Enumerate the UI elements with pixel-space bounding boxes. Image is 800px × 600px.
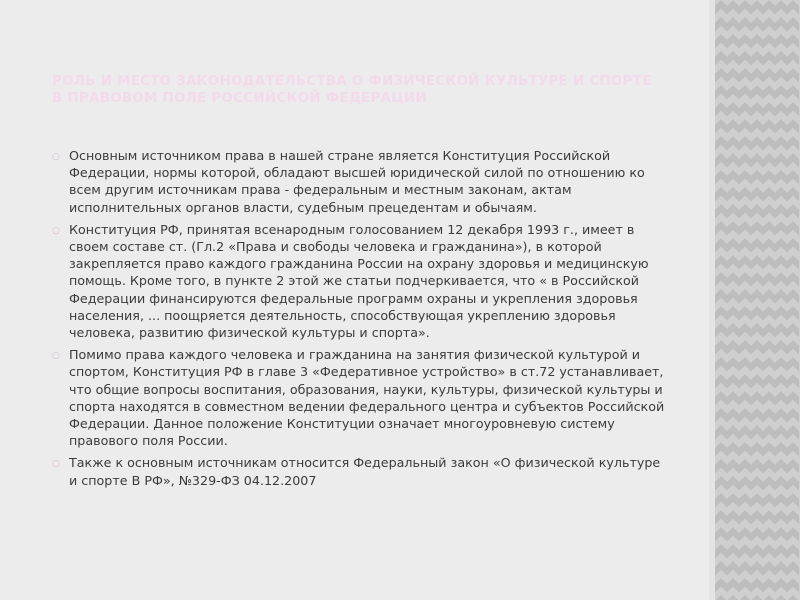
bullet-text: Конституция РФ, принятая всенародным голосованием 12 декабря 1993 г., имеет в своем составе ст. (Гл.2 «Права и свободы человека и гражданина»), в которой закрепляется право каждого гражданина России на охрану здоровья и медицинскую помощь. Кроме того, в пункте 2 этой же статьи подчеркивается, что « в Российской Федерации финансируются федеральные программ охраны и укрепления здоровья населения, ... поощряется деятельность, способствующая укреплению здоровья человека, развитию физической культуры и спорта».: [69, 221, 649, 341]
circle-bullet-icon: ○: [52, 152, 60, 162]
bullet-text: Также к основным источникам относится Федеральный закон «О физической культуре и спорте В РФ», №329-ФЗ 04.12.2007: [69, 455, 661, 488]
zigzag-pattern: [709, 0, 800, 600]
bullet-text: Основным источником права в нашей стране является Конституция Российской Федерации, нормы которой, обладают высшей юридической силой по отношению ко всем другим источникам права - федеральным и местным законам, актам исполнительных органов власти, судебным прецедентам и обычаям.: [69, 148, 645, 215]
stripe-edge: [709, 0, 715, 600]
decorative-zigzag-stripe: [709, 0, 800, 600]
circle-bullet-icon: ○: [52, 225, 60, 236]
bullet-list: [52, 147, 667, 494]
bullet-item: [52, 454, 667, 488]
bullet-item: [52, 221, 667, 341]
bullet-item: [52, 147, 667, 216]
slide-title: РОЛЬ И МЕСТО ЗАКОНОДАТЕЛЬСТВА О ФИЗИЧЕСКОЙ КУЛЬТУРЕ И СПОРТЕ В ПРАВОВОМ ПОЛЕ РОССИЙСКОЙ ФЕДЕРАЦИИ: [52, 73, 652, 106]
circle-bullet-icon: ○: [52, 459, 60, 470]
bullet-text: Помимо права каждого человека и гражданина на занятия физической культурой и спортом, Конституция РФ в главе 3 «Федеративное устройство» в ст.72 устанавливает, что общие вопросы воспитания, образования, науки, культуры, физической культуры и спорта находятся в совместном ведении федерального центра и субъектов Российской Федерации. Данное положение Конституции означает многоуровневую систему правового поля России.: [69, 347, 665, 449]
bullet-item: [52, 346, 667, 449]
circle-bullet-icon: ○: [52, 351, 60, 362]
